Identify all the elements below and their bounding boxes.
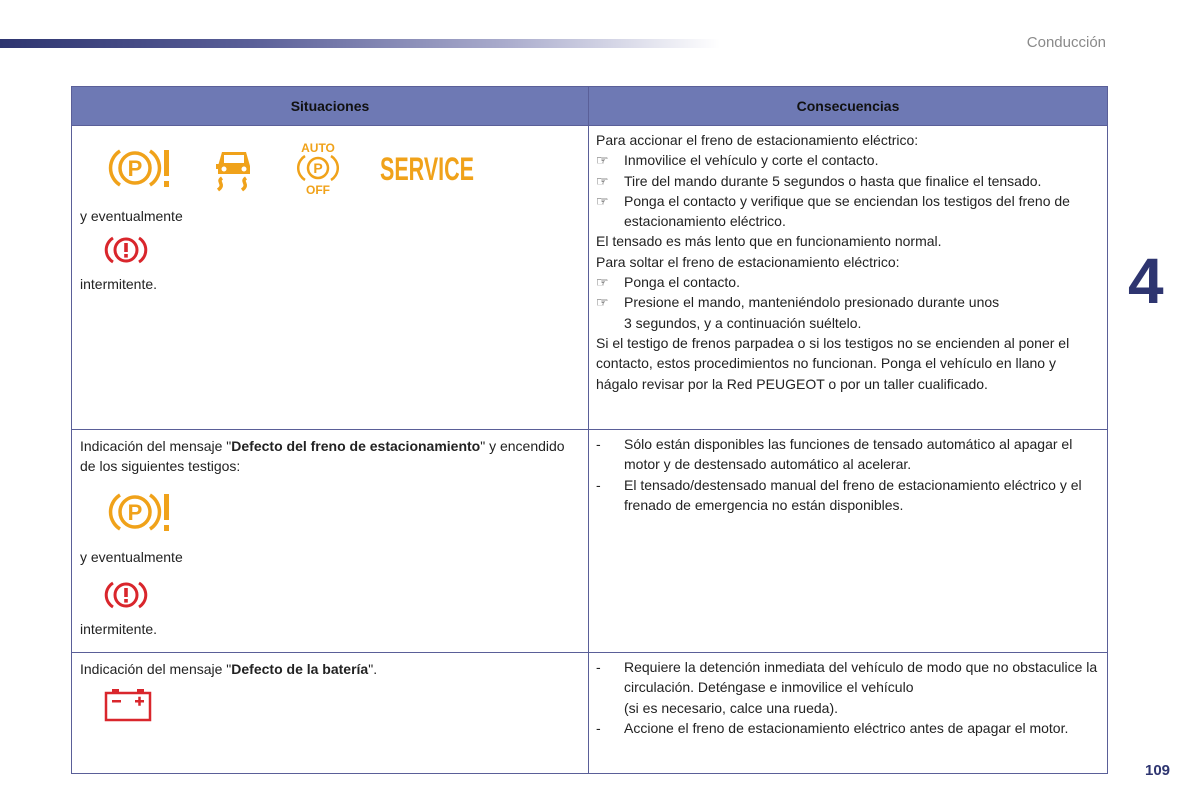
list-item: - Sólo están disponibles las funciones de tensado automático al apagar el motor y de destensado automático al acelerar. <box>596 436 1073 473</box>
message-text: Indicación del mensaje "Defecto del freno de estacionamiento" y encendido de los siguientes testigos: <box>80 438 565 475</box>
tension-note: El tensado es más lento que en funcionamiento normal. <box>596 233 942 250</box>
parking-brake-warning-icon <box>110 489 580 535</box>
header-situaciones: Situaciones <box>72 87 589 126</box>
auto-parking-off-icon <box>296 140 340 196</box>
brake-alert-icon <box>106 232 580 268</box>
list-item: ☞ Ponga el contacto y verifique que se enciendan los testigos del freno de estacionamiento eléctrico. <box>596 192 1070 230</box>
chapter-number: 4 <box>1128 245 1164 317</box>
consequence-cell <box>589 653 1108 774</box>
intermittent-text: intermitente. <box>80 620 158 637</box>
warning-icons-row <box>110 138 580 198</box>
parking-brake-warning-icon <box>110 145 172 191</box>
message-text: Indicación del mensaje "Defecto de la batería". <box>80 661 378 677</box>
list-item: - Requiere la detención inmediata del vehículo de modo que no obstaculice la circulación. Deténgase e inmovilice el vehículo (si es necesario, calce una rueda). <box>596 659 1098 716</box>
svg-text:P: P <box>127 156 143 181</box>
pointing-hand-icon: ☞ <box>596 192 609 209</box>
consequence-cell <box>589 430 1108 653</box>
situation-cell <box>72 126 589 430</box>
list-item: ☞ Tire del mando durante 5 segundos o hasta que finalice el tensado. <box>596 171 1099 191</box>
list-item: ☞ Ponga el contacto. <box>596 272 1099 292</box>
consequence-cell <box>589 126 1108 430</box>
brake-alert-icon <box>106 577 580 613</box>
table-row <box>72 430 1108 653</box>
service-label: SERVICE <box>380 151 474 187</box>
pointing-hand-icon: ☞ <box>596 274 609 291</box>
off-label: OFF <box>306 183 330 197</box>
table-row <box>72 653 1108 774</box>
list-item: - El tensado/destensado manual del freno de estacionamiento eléctrico y el frenado de emergencia no están disponibles. <box>596 476 1082 513</box>
pointing-hand-icon: ☞ <box>596 172 609 189</box>
eventual-text: y eventualmente <box>80 208 183 224</box>
pointing-hand-icon: ☞ <box>596 152 609 169</box>
stability-control-icon <box>212 144 256 192</box>
list-item: ☞ Presione el mando, manteniéndolo presionado durante unos 3 segundos, y a continuación suéltelo. <box>596 294 1000 331</box>
svg-text:P: P <box>313 160 323 176</box>
header-accent-bar <box>0 39 720 48</box>
list-item: - Accione el freno de estacionamiento eléctrico antes de apagar el motor. <box>596 719 1069 736</box>
brake-warning-note: Si el testigo de frenos parpadea o si los testigos no se encienden al poner el contacto, estos procedimientos no funcionan. Ponga el vehículo en llano y hágalo revisar por la Red PEUGEOT o por un taller cualificado. <box>596 334 1070 392</box>
situation-cell <box>72 653 589 774</box>
apply-brake-intro: Para accionar el freno de estacionamiento eléctrico: <box>596 132 919 148</box>
release-brake-intro: Para soltar el freno de estacionamiento eléctrico: <box>596 253 900 270</box>
svg-text:P: P <box>127 499 143 525</box>
situations-table <box>71 86 1108 774</box>
list-item: ☞ Inmovilice el vehículo y corte el contacto. <box>596 150 1099 170</box>
service-icon <box>380 150 476 186</box>
eventual-text: y eventualmente <box>80 548 183 565</box>
page-number: 109 <box>1145 762 1171 779</box>
auto-label: AUTO <box>301 141 335 155</box>
header-consecuencias: Consecuencias <box>589 87 1108 126</box>
situation-cell <box>72 430 589 653</box>
battery-icon <box>104 687 580 723</box>
table-row <box>72 126 1108 430</box>
section-title: Conducción <box>1026 34 1106 51</box>
pointing-hand-icon: ☞ <box>596 294 609 311</box>
intermittent-text: intermitente. <box>80 276 158 293</box>
